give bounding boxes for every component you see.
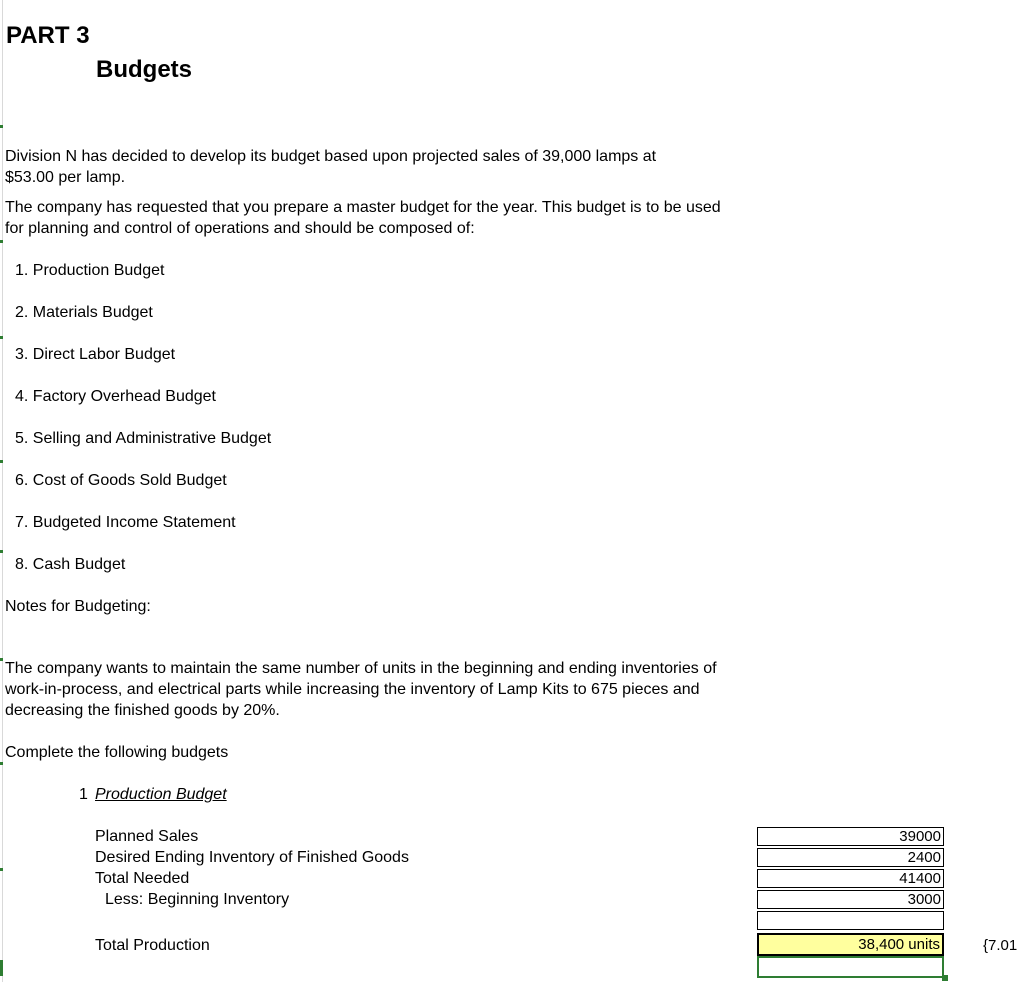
page-title: Budgets [96,56,192,83]
notes-line: The company wants to maintain the same number of units in the beginning and ending inventories of [5,660,717,677]
row-label-total-production: Total Production [95,937,210,954]
row-label-planned-sales: Planned Sales [95,828,199,845]
cell-total-needed[interactable]: 41400 [757,869,944,888]
intro-line: for planning and control of operations and should be composed of: [5,220,475,237]
cell-total-production[interactable]: 38,400 units [757,933,944,956]
row-marker [0,460,3,463]
row-marker [0,240,3,243]
cell-empty[interactable] [757,911,944,930]
row-label-beginning-inventory: Less: Beginning Inventory [105,891,290,908]
budget-list-item: 2. Materials Budget [15,304,153,321]
intro-line: The company has requested that you prepare a master budget for the year. This budget is to be used [5,199,721,216]
column-gridline [2,0,3,982]
score-annotation: {7.01 [983,937,1018,954]
section-number: 1 [79,786,88,803]
row-marker [0,125,3,128]
budget-list-item: 4. Factory Overhead Budget [15,388,216,405]
intro-line: Division N has decided to develop its budget based upon projected sales of 39,000 lamps at [5,148,657,165]
budget-list-item: 1. Production Budget [15,262,165,279]
row-marker [0,762,3,765]
section-heading: Production Budget [95,786,227,803]
budget-list-item: 7. Budgeted Income Statement [15,514,236,531]
fill-handle[interactable] [942,975,948,981]
row-marker [0,550,3,553]
row-marker [0,868,3,871]
part-label: PART 3 [6,22,90,49]
cell-planned-sales[interactable]: 39000 [757,827,944,846]
row-marker [0,658,3,661]
row-marker [0,336,3,339]
notes-line: work-in-process, and electrical parts while increasing the inventory of Lamp Kits to 675 pieces and [5,681,700,698]
notes-line: decreasing the finished goods by 20%. [5,702,280,719]
cell-beginning-inventory[interactable]: 3000 [757,890,944,909]
selected-cell[interactable] [757,956,944,978]
instruction-text: Complete the following budgets [5,744,229,761]
budget-list-item: 6. Cost of Goods Sold Budget [15,472,227,489]
budget-list-item: 5. Selling and Administrative Budget [15,430,272,447]
budget-list-item: 3. Direct Labor Budget [15,346,176,363]
notes-heading: Notes for Budgeting: [5,598,151,615]
row-marker [0,960,3,976]
intro-line: $53.00 per lamp. [5,169,126,186]
cell-ending-inventory[interactable]: 2400 [757,848,944,867]
row-label-ending-inventory: Desired Ending Inventory of Finished Goods [95,849,409,866]
budget-list-item: 8. Cash Budget [15,556,126,573]
row-label-total-needed: Total Needed [95,870,190,887]
